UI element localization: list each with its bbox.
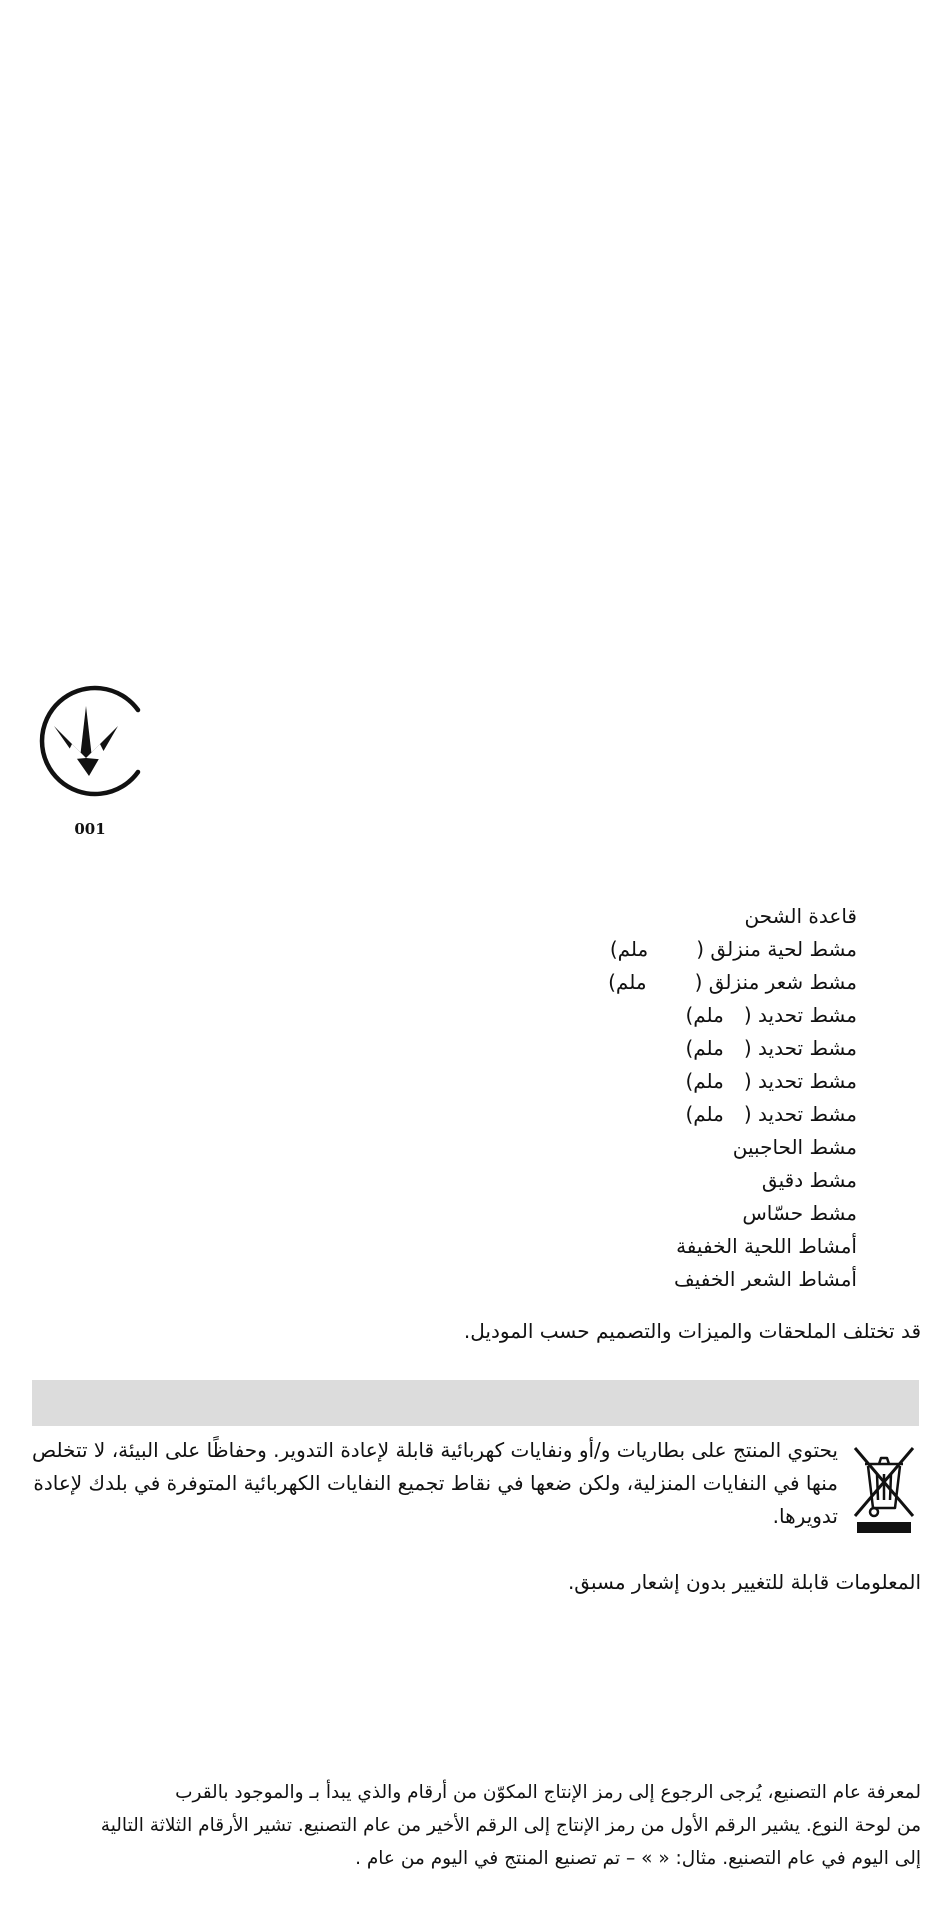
weee-disposal-text: يحتوي المنتج على بطاريات و/أو ونفايات كهربائية قابلة لإعادة التدوير. وحفاظًا على البيئة، لا تتخلص منها في النفايات المنزلية، ولكن ضعها في نقاط تجميع النفايات الكهربائية المتوفرة في بلدك لإعادة تدويرها. [31, 1438, 838, 1528]
component-item [357, 900, 857, 933]
certification-mark-icon [34, 684, 144, 798]
component-item [357, 1263, 857, 1296]
variation-note: قد تختلف الملحقات والميزات والتصميم حسب الموديل. [463, 1319, 921, 1343]
component-name: قاعدة الشحن [744, 904, 857, 928]
crossed-out-wheelie-bin-icon [851, 1442, 917, 1534]
component-size-unit: ملم) [609, 937, 649, 961]
component-item [357, 1230, 857, 1263]
component-size-unit: ملم) [685, 1003, 724, 1027]
component-name: مشط لحية منزلق ( [696, 937, 857, 961]
component-name: أمشاط الشعر الخفيف [673, 1267, 857, 1291]
component-item [357, 1131, 857, 1164]
section-band [32, 1380, 919, 1426]
component-item [357, 999, 857, 1032]
component-name: مشط الحاجبين [732, 1135, 857, 1159]
component-name: مشط تحديد ( [743, 1102, 857, 1126]
component-name: مشط حسّاس [742, 1201, 857, 1225]
component-name: مشط دقيق [761, 1168, 857, 1192]
component-item [357, 1098, 857, 1131]
component-size-unit: ملم) [685, 1102, 724, 1126]
component-item [357, 933, 857, 966]
component-item [357, 1164, 857, 1197]
manufacture-line-2: من لوحة النوع. يشير الرقم الأول من رمز الإنتاج إلى الرقم الأخير من عام التصنيع. تشير الأرقام الثلاثة التالية [100, 1815, 921, 1836]
component-name: مشط شعر منزلق ( [694, 970, 857, 994]
components-list [357, 900, 857, 1296]
component-size-unit: ملم) [608, 970, 647, 994]
component-item [357, 1032, 857, 1065]
component-name: أمشاط اللحية الخفيفة [676, 1234, 857, 1258]
component-name: مشط تحديد ( [743, 1036, 857, 1060]
component-item [357, 1197, 857, 1230]
certification-code: 001 [74, 820, 106, 838]
component-item [357, 1065, 857, 1098]
change-notice: المعلومات قابلة للتغيير بدون إشعار مسبق. [567, 1570, 921, 1594]
component-size-unit: ملم) [685, 1069, 724, 1093]
component-size-unit: ملم) [685, 1036, 724, 1060]
manufacture-date-info [27, 1776, 921, 1875]
component-item [357, 966, 857, 999]
component-name: مشط تحديد ( [743, 1069, 857, 1093]
component-name: مشط تحديد ( [743, 1003, 857, 1027]
manufacture-line-3: إلى اليوم في عام التصنيع. مثال: « » – تم تصنيع المنتج في اليوم من عام . [355, 1848, 921, 1869]
manufacture-line-1: لمعرفة عام التصنيع، يُرجى الرجوع إلى رمز الإنتاج المكوّن من أرقام والذي يبدأ بـ والموجود بالقرب [175, 1782, 921, 1803]
